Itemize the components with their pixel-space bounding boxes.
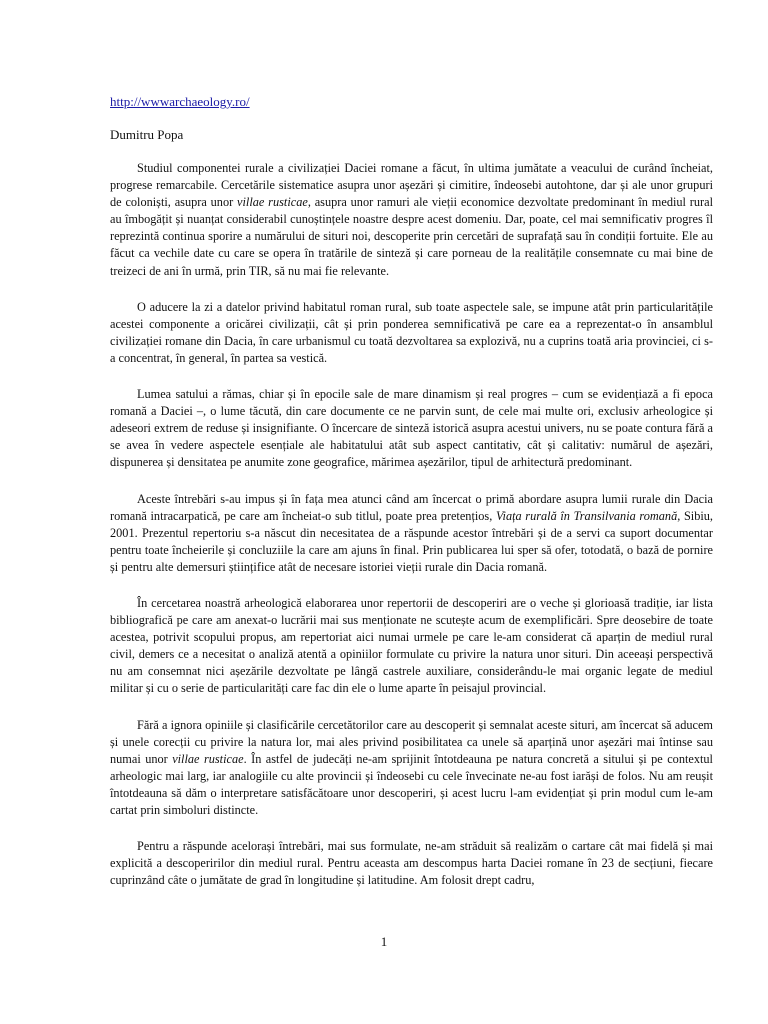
paragraph-5: În cercetarea noastră arheologică elaborarea unor repertorii de descoperiri are o veche și glorioasă tradiție, iar lista bibliografică pe care am anexat-o lucrării mai sus menționate ne scutește acum de exemplificări. Spre deosebire de toate acestea, potrivit scopului propus, am repertoriat aici numai urmele pe care le-am considerat că aparțin de mediul rural civil, demers ce a necesitat o analiză atentă a opiniilor formulate cu privire la natura unor situri. Din aceeași perspectivă nu am consemnat nici așezările dezvoltate pe lângă castrele auxiliare, considerându-le mai organic legate de mediul militar și cu o serie de particularități care fac din ele o lume aparte în peisajul provincial. — [110, 595, 713, 696]
source-link[interactable]: http://wwwarchaeology.ro/ — [110, 94, 250, 109]
italic-term: villae rusticae — [237, 195, 308, 210]
paragraph-3: Lumea satului a rămas, chiar și în epocile sale de mare dinamism și real progres – cum se evidențiază a fi epoca romană a Daciei –, o lume tăcută, din care documente ce ne parvin sunt, de cele mai multe ori, exclusiv arheologice și adeseori extrem de reduse și insignifiante. O încercare de sinteză istorică asupra acestui univers, nu se poate contura fără a se avea în vedere aspectele esențiale ale habitatului atât sub aspect cantitativ, cât și calitativ: numărul de așezări, dispunerea și densitatea pe anumite zone geografice, mărimea așezărilor, tipul de arhitectură predominant. — [110, 387, 713, 470]
author-name: Dumitru Popa — [110, 127, 184, 142]
paragraph-2: O aducere la zi a datelor privind habitatul roman rural, sub toate aspectele sale, se impune atât prin particularitățile acestei componente a oricărei civilizații, cât și prin ponderea semnificativă pe care ea a reprezentat-o în ansamblul civilizației romane din Dacia, în care urbanismul cu toată dezvoltarea sa explozivă, nu a cuprins toată aria provinciei, ci s-a concentrat, în general, în partea sa vestică. — [110, 299, 713, 365]
paragraph-1: Studiul componentei rurale a civilizației Daciei romane a făcut, în ultima jumătate a veacului de curând încheiat, progrese remarcabile. Cercetările sistematice asupra unor așezări și cimitire, îndeosebi autohtone, dar și ale unor grupuri de coloniști, asupra unor villae rusticae, asupra unor ramuri ale vieții economice dezvoltate predominant în mediul rural au îmbogățit și nuanțat considerabil cunoștințele noastre despre acest domeniu. Dar, poate, cel mai semnificativ progres îl reprezintă continua sporire a numărului de situri noi, descoperite prin cercetări de suprafață sau în condiții fortuite. Ele au făcut ca vechile date cu care se opera în tratările de sinteză și care porneau de la realitățile consemnate cu mai bine de treizeci de ani în urmă, prin TIR, să nu mai fie relevante. — [110, 161, 713, 278]
page-number: 1 — [380, 934, 388, 949]
document-page — [110, 93, 713, 908]
paragraph-4: Aceste întrebări s-au impus și în fața mea atunci când am încercat o primă abordare asupra lumii rurale din Dacia romană intracarpatică, pe care am încheiat-o sub titlul, poate prea pretențios, Viața rurală în Transilvania romană, Sibiu, 2001. Prezentul repertoriu s-a născut din necesitatea de a răspunde acestor întrebări și de a servi ca suport documentar pentru toate încheierile și concluziile la care am ajuns în final. Prin publicarea lui sper să ofer, totodată, o bază de pornire și pentru alte demersuri științifice atât de necesare istoriei vieții rurale din Dacia romană. — [110, 491, 713, 574]
paragraph-7: Pentru a răspunde acelorași întrebări, mai sus formulate, ne-am străduit să realizăm o cartare cât mai fidelă și mai explicită a descoperirilor din mediul rural. Pentru aceasta am descompus harta Daciei romane în 23 de secțiuni, fiecare cuprinzând câte o jumătate de grad în longitudine și latitudine. Am folosit drept cadru, — [110, 839, 713, 888]
italic-term: villae rusticae — [172, 751, 244, 766]
italic-book-title: Viața rurală în Transilvania romană — [495, 508, 678, 523]
paragraph-6: Fără a ignora opiniile și clasificările cercetătorilor care au descoperit și semnalat aceste situri, am încercat să aducem și unele corecții cu privire la natura lor, mai ales privind posibilitatea ca unele să aparțină unor așezări mai întinse sau numai unor villae rusticae. În astfel de judecăți ne-am sprijinit întotdeauna pe natura concretă a sitului și pe contextul arheologic mai larg, iar analogiile cu alte provincii și îndeosebi cu cele învecinate ne-au fost iarăși de folos. Nu am reușit întotdeauna să dăm o interpretare satisfăcătoare unor descoperiri, și acest lucru l-am evidențiat și prin modul cum le-am cartat prin simboluri distincte. — [110, 717, 713, 817]
